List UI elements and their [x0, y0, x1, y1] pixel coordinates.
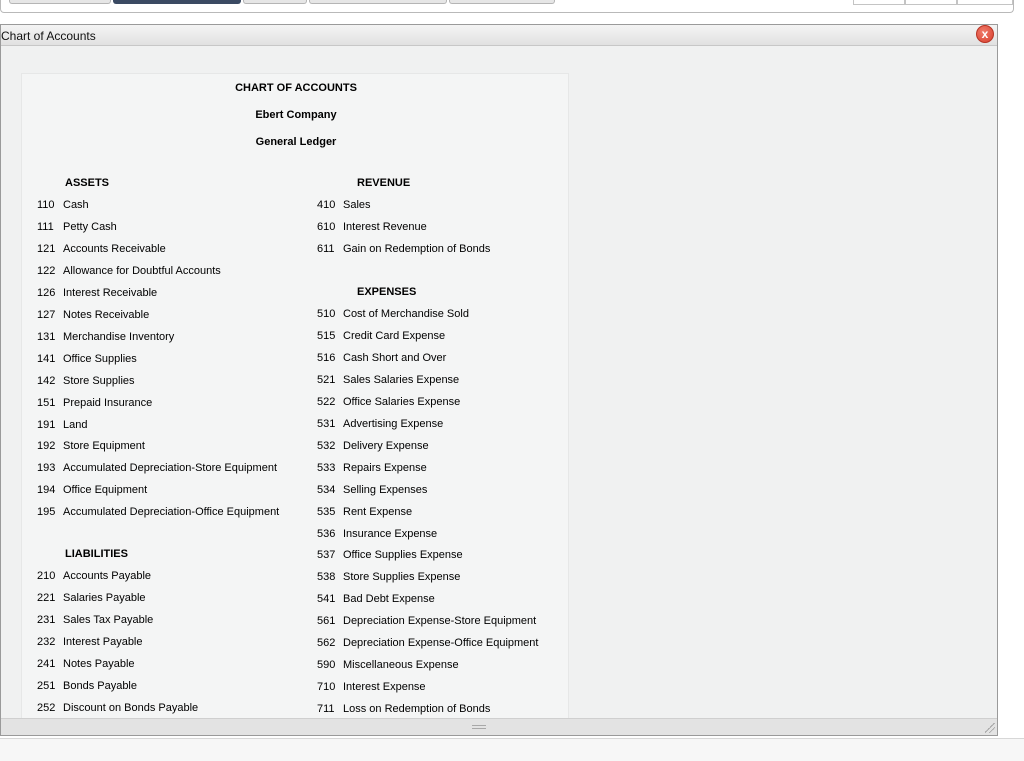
account-number: 590: [317, 659, 336, 672]
account-number: 141: [37, 352, 56, 365]
top-toolbar: [0, 0, 1014, 13]
account-number: 610: [317, 220, 336, 233]
account-number: 195: [37, 506, 56, 519]
dialog-body[interactable]: [1, 47, 997, 719]
account-number: 232: [37, 635, 56, 648]
account-number: 541: [317, 593, 336, 606]
account-row: [317, 329, 445, 343]
account-row: [37, 569, 151, 583]
sheet-title: CHART OF ACCOUNTS: [235, 82, 357, 94]
corner-resize-icon[interactable]: [985, 723, 995, 733]
account-row: [37, 220, 117, 234]
account-number: 510: [317, 308, 336, 320]
account-row: [37, 483, 147, 497]
account-row: [37, 591, 146, 605]
account-number: 534: [317, 483, 336, 496]
account-row: [317, 307, 469, 321]
toolbar-button[interactable]: [853, 0, 905, 5]
account-row: [317, 439, 429, 453]
account-name: Interest Payable: [63, 635, 143, 648]
account-row: [37, 242, 166, 256]
account-number: 537: [317, 549, 336, 562]
toolbar-tab-active[interactable]: [113, 0, 241, 4]
account-name: Selling Expenses: [343, 483, 428, 496]
account-row: [317, 702, 490, 716]
account-name: Credit Card Expense: [343, 329, 446, 342]
account-row: [37, 505, 279, 519]
account-number: 193: [37, 462, 56, 475]
account-number: 210: [37, 570, 56, 582]
toolbar-tab[interactable]: [243, 0, 307, 4]
account-row: [317, 548, 463, 562]
account-number: 151: [37, 396, 56, 409]
account-row: [37, 613, 153, 627]
account-name: Insurance Expense: [343, 527, 438, 540]
account-name: Gain on Redemption of Bonds: [343, 242, 491, 255]
account-number: 191: [37, 418, 56, 431]
account-name: Advertising Expense: [343, 417, 444, 430]
account-number: 111: [37, 220, 54, 233]
account-number: 126: [37, 286, 56, 299]
account-number: 410: [317, 199, 336, 211]
account-name: Allowance for Doubtful Accounts: [63, 264, 221, 277]
resize-grip-icon[interactable]: [472, 725, 486, 729]
account-row: [37, 396, 152, 410]
account-row: [317, 198, 371, 212]
account-name: Cost of Merchandise Sold: [343, 308, 469, 320]
account-row: [37, 198, 89, 212]
account-name: Notes Payable: [63, 657, 135, 670]
account-row: [317, 658, 459, 672]
account-number: 516: [317, 351, 336, 364]
account-number: 131: [37, 330, 56, 343]
toolbar-tab[interactable]: [9, 0, 111, 4]
account-number: 562: [317, 637, 336, 650]
account-row: [317, 483, 427, 497]
account-name: Office Salaries Expense: [343, 395, 461, 408]
account-row: [317, 505, 412, 519]
account-number: 142: [37, 374, 56, 387]
account-row: [317, 614, 536, 628]
account-name: Store Supplies: [63, 374, 135, 387]
account-name: Loss on Redemption of Bonds: [343, 703, 491, 716]
account-name: Petty Cash: [63, 220, 117, 233]
dialog-titlebar[interactable]: [1, 25, 997, 46]
account-row: [317, 570, 460, 584]
account-number: 221: [37, 591, 56, 604]
account-row: [37, 374, 135, 388]
dialog-title: Chart of Accounts: [1, 29, 96, 43]
account-row: [317, 592, 435, 606]
account-name: Store Supplies Expense: [343, 571, 461, 584]
assets-heading: ASSETS: [65, 177, 110, 189]
toolbar-tab[interactable]: [449, 0, 555, 4]
account-name: Depreciation Expense-Office Equipment: [343, 637, 539, 650]
account-name: Interest Expense: [343, 681, 426, 694]
account-row: [37, 330, 174, 344]
account-name: Store Equipment: [63, 440, 145, 453]
account-name: Office Supplies: [63, 352, 137, 365]
account-name: Merchandise Inventory: [63, 330, 175, 343]
account-name: Prepaid Insurance: [63, 396, 153, 409]
account-number: 231: [37, 613, 56, 626]
account-name: Bonds Payable: [63, 679, 137, 692]
bottom-bar: [0, 738, 1024, 761]
account-name: Discount on Bonds Payable: [63, 701, 199, 714]
toolbar-button[interactable]: [957, 0, 1013, 5]
account-name: Land: [63, 418, 88, 431]
account-name: Accumulated Depreciation-Office Equipment: [63, 506, 280, 519]
account-row: [37, 461, 277, 475]
account-number: 533: [317, 461, 336, 474]
account-row: [37, 308, 149, 322]
account-name: Notes Receivable: [63, 308, 150, 321]
account-name: Sales Tax Payable: [63, 613, 154, 626]
account-number: 710: [317, 681, 336, 694]
account-number: 194: [37, 484, 56, 497]
account-number: 110: [37, 199, 55, 211]
chart-sheet: [21, 73, 569, 719]
account-name: Office Supplies Expense: [343, 549, 463, 562]
account-number: 711: [317, 703, 335, 716]
account-name: Bad Debt Expense: [343, 593, 435, 606]
account-name: Interest Revenue: [343, 220, 427, 233]
account-number: 535: [317, 505, 336, 518]
account-name: Interest Receivable: [63, 286, 158, 299]
account-row: [37, 286, 157, 300]
account-row: [37, 635, 143, 649]
toolbar-tab[interactable]: [309, 0, 447, 4]
account-row: [37, 264, 221, 278]
close-icon[interactable]: x: [976, 25, 994, 43]
ledger-name: General Ledger: [255, 136, 337, 148]
account-name: Sales Salaries Expense: [343, 373, 460, 386]
account-number: 538: [317, 571, 336, 584]
account-number: 522: [317, 395, 336, 408]
account-number: 611: [317, 242, 335, 255]
account-row: [317, 351, 446, 365]
account-row: [317, 527, 437, 541]
account-name: Accounts Payable: [63, 570, 152, 582]
account-row: [37, 679, 137, 693]
account-row: [317, 395, 460, 409]
account-row: [317, 680, 426, 694]
account-name: Rent Expense: [343, 505, 413, 518]
account-row: [37, 418, 87, 432]
account-number: 127: [37, 308, 56, 321]
account-row: [37, 701, 198, 715]
account-number: 536: [317, 527, 336, 540]
resize-bar[interactable]: [1, 718, 997, 735]
account-row: [317, 461, 427, 475]
toolbar-button[interactable]: [905, 0, 957, 5]
account-number: 532: [317, 439, 336, 452]
account-name: Accounts Receivable: [63, 242, 166, 255]
account-name: Accumulated Depreciation-Store Equipment: [63, 462, 278, 475]
account-number: 241: [37, 657, 56, 670]
account-row: [317, 220, 427, 234]
account-number: 561: [317, 615, 336, 628]
account-number: 521: [317, 373, 336, 386]
expenses-heading: EXPENSES: [357, 286, 417, 298]
account-name: Salaries Payable: [63, 591, 146, 604]
account-name: Cash: [63, 199, 89, 211]
account-number: 192: [37, 440, 56, 453]
account-number: 531: [317, 417, 336, 430]
account-row: [317, 417, 443, 431]
company-name: Ebert Company: [255, 109, 337, 121]
account-number: 121: [37, 242, 56, 255]
liabilities-heading: LIABILITIES: [65, 548, 128, 560]
account-name: Cash Short and Over: [343, 351, 447, 364]
account-name: Miscellaneous Expense: [343, 659, 459, 672]
account-name: Delivery Expense: [343, 439, 429, 452]
account-number: 251: [37, 679, 56, 692]
account-row: [317, 373, 459, 387]
account-number: 122: [37, 264, 56, 277]
revenue-heading: REVENUE: [357, 177, 411, 189]
account-name: Office Equipment: [63, 484, 148, 497]
account-name: Depreciation Expense-Store Equipment: [343, 615, 537, 628]
account-row: [317, 636, 538, 650]
account-name: Sales: [343, 199, 371, 211]
chart-of-accounts-dialog: [0, 24, 998, 736]
account-row: [37, 657, 135, 671]
account-row: [37, 352, 137, 366]
account-row: [37, 439, 145, 453]
account-number: 252: [37, 701, 56, 714]
account-row: [317, 242, 490, 256]
account-name: Repairs Expense: [343, 461, 427, 474]
account-number: 515: [317, 329, 336, 342]
